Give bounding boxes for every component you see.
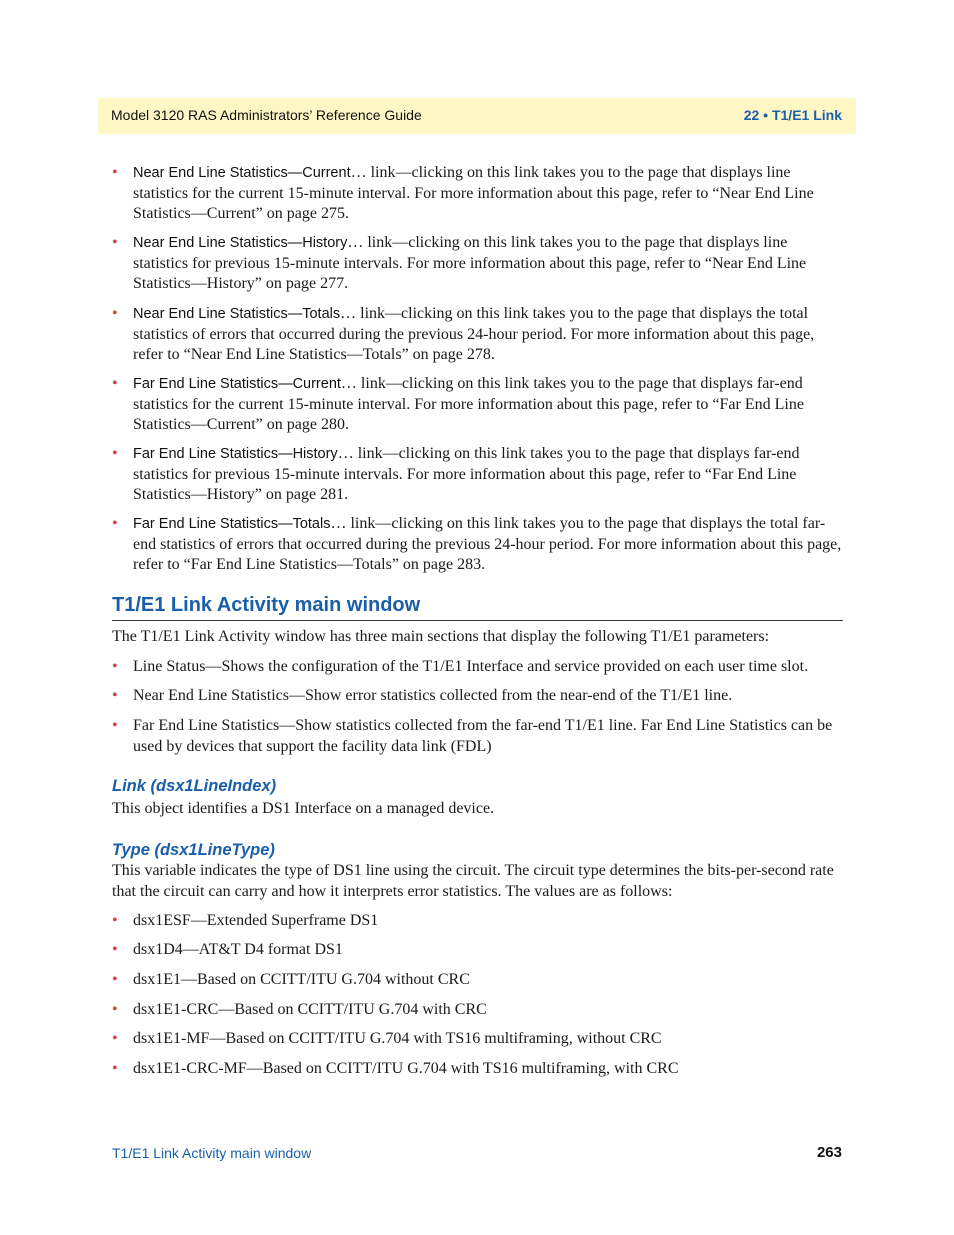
link-description: … link—clicking on this link takes you to the page that displays line statistics for previous 15-minute intervals. For more information about this page, refer to “Near End Line Statistics—History” on page 277.	[133, 234, 807, 292]
subsection-heading-type: Type (dsx1LineType)	[112, 841, 275, 859]
link-name[interactable]: Near End Line Statistics—Current	[133, 165, 351, 181]
section-intro: The T1/E1 Link Activity window has three main sections that display the following T1/E1 parameters:	[112, 628, 770, 645]
section-heading: T1/E1 Link Activity main window	[112, 594, 843, 621]
bullet-icon: •	[112, 305, 118, 322]
link-index-description: This object identifies a DS1 Interface on a managed device.	[112, 800, 495, 817]
list-item	[112, 444, 844, 506]
list-item	[112, 374, 844, 436]
bullet-icon: •	[112, 515, 118, 532]
list-item	[112, 686, 844, 707]
list-item	[112, 940, 844, 961]
list-item-text: Far End Line Statistics—Show statistics collected from the far-end T1/E1 line. Far End Line Statistics can be used by devices that support the facility data link (FDL)	[133, 717, 833, 755]
list-item	[112, 657, 844, 678]
list-item-text: dsx1E1-CRC—Based on CCITT/ITU G.704 with CRC	[133, 1001, 487, 1018]
bullet-icon: •	[112, 375, 118, 392]
bullet-icon: •	[112, 971, 118, 988]
subsection-heading-link: Link (dsx1LineIndex)	[112, 777, 277, 795]
list-item	[112, 1059, 844, 1080]
bullet-icon: •	[112, 1030, 118, 1047]
list-item-text: dsx1E1-CRC-MF—Based on CCITT/ITU G.704 with TS16 multiframing, with CRC	[133, 1060, 679, 1077]
link-description: … link—clicking on this link takes you to the page that displays line statistics for the current 15-minute interval. For more information about this page, refer to “Near End Line Statistics—Current” on page 275.	[133, 164, 814, 222]
bullet-icon: •	[112, 1060, 118, 1077]
list-item-text: dsx1D4—AT&T D4 format DS1	[133, 941, 343, 958]
list-item	[112, 1029, 844, 1050]
link-name[interactable]: Far End Line Statistics—Current	[133, 376, 341, 392]
link-description: … link—clicking on this link takes you to the page that displays far-end statistics for the current 15-minute interval. For more information about this page, refer to “Far End Line Statistics—Current” on page 280.	[133, 375, 804, 433]
link-name[interactable]: Near End Line Statistics—History	[133, 235, 348, 251]
list-item	[112, 304, 844, 366]
bullet-icon: •	[112, 717, 118, 734]
link-description: … link—clicking on this link takes you to the page that displays far-end statistics for previous 15-minute intervals. For more information about this page, refer to “Far End Line Statistics—History” on page 281.	[133, 445, 800, 503]
bullet-icon: •	[112, 941, 118, 958]
bullet-icon: •	[112, 912, 118, 929]
list-item	[112, 514, 844, 576]
list-item-text: dsx1E1-MF—Based on CCITT/ITU G.704 with TS16 multiframing, without CRC	[133, 1030, 662, 1047]
list-item	[112, 911, 844, 932]
list-item-text: dsx1ESF—Extended Superframe DS1	[133, 912, 379, 929]
chapter-title: 22 • T1/E1 Link	[743, 107, 842, 123]
list-item-text: Line Status—Shows the configuration of the T1/E1 Interface and service provided on each user time slot.	[133, 658, 809, 675]
page-number: 263	[816, 1144, 842, 1161]
bullet-icon: •	[112, 234, 118, 251]
bullet-icon: •	[112, 1001, 118, 1018]
link-name[interactable]: Near End Line Statistics—Totals	[133, 306, 341, 322]
footer-section-name: T1/E1 Link Activity main window	[112, 1145, 312, 1161]
guide-title: Model 3120 RAS Administrators’ Reference Guide	[111, 107, 422, 123]
bullet-icon: •	[112, 164, 118, 181]
list-item	[112, 163, 844, 225]
list-item	[112, 970, 844, 991]
link-description: … link—clicking on this link takes you to the page that displays the total far-end statistics of errors that occurred during the previous 24-hour period. For more information about this page, refer to “Far End Line Statistics—Totals” on page 283.	[133, 515, 842, 573]
list-item	[112, 1000, 844, 1021]
line-type-description: This variable indicates the type of DS1 line using the circuit. The circuit type determines the bits-per-second rate that the circuit can carry and how it interprets error statistics. The values are as follows:	[112, 862, 834, 900]
page-header	[98, 98, 856, 134]
link-description: … link—clicking on this link takes you to the page that displays the total statistics of errors that occurred during the previous 24-hour period. For more information about this page, refer to “Near End Line Statistics—Totals” on page 278.	[133, 305, 815, 363]
link-name[interactable]: Far End Line Statistics—History	[133, 446, 338, 462]
bullet-icon: •	[112, 687, 118, 704]
list-item	[112, 233, 844, 295]
list-item-text: dsx1E1—Based on CCITT/ITU G.704 without CRC	[133, 971, 470, 988]
list-item-text: Near End Line Statistics—Show error statistics collected from the near-end of the T1/E1 line.	[133, 687, 733, 704]
list-item	[112, 716, 844, 757]
link-name[interactable]: Far End Line Statistics—Totals	[133, 516, 331, 532]
bullet-icon: •	[112, 445, 118, 462]
bullet-icon: •	[112, 658, 118, 675]
